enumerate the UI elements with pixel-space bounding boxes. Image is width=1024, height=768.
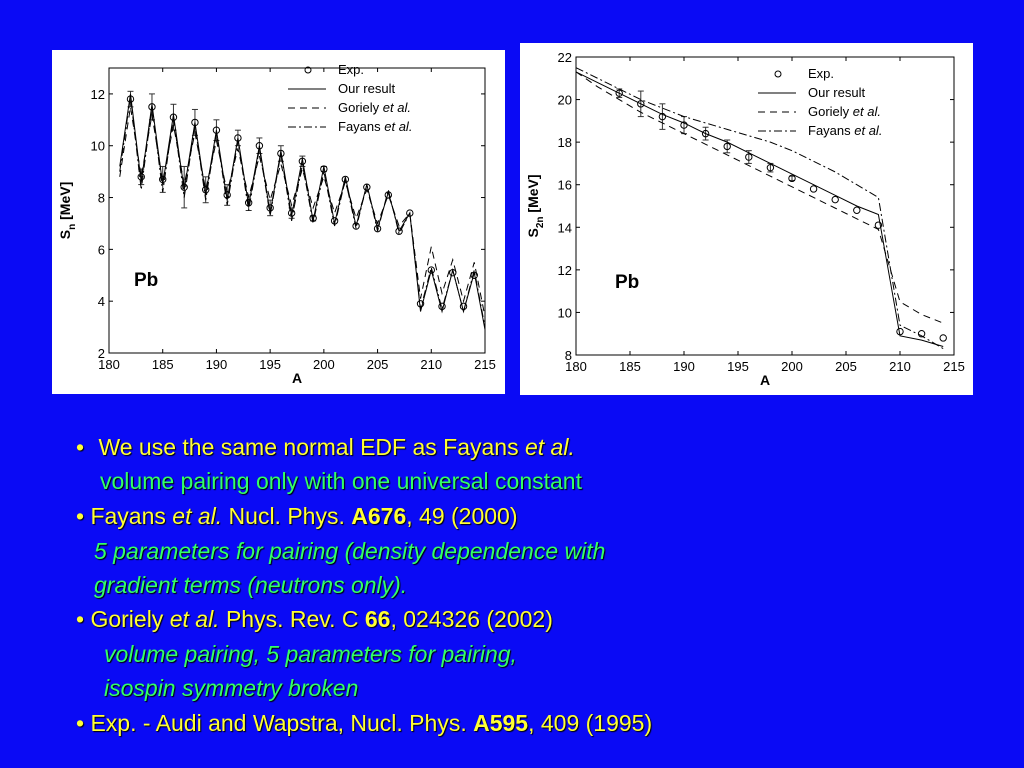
legend-label <box>338 62 364 77</box>
y-tick-label: 22 <box>557 50 572 65</box>
bullet-2-sub-1: 5 parameters for pairing (density dependence with <box>94 538 606 564</box>
legend-label <box>808 104 881 119</box>
exp-data-point <box>832 196 838 202</box>
plot-frame <box>109 68 485 353</box>
bullet-3-mid: Phys. Rev. C <box>219 606 365 632</box>
y-tick-label: 12 <box>557 262 572 278</box>
legend-label-text: Fayans <box>808 123 855 138</box>
bullet-2-mid: Nucl. Phys. <box>222 503 352 529</box>
legend-label-text: Goriely <box>338 100 383 115</box>
bullet-4 <box>76 706 652 740</box>
legend-marker-exp <box>775 71 781 77</box>
x-tick-label: 185 <box>619 359 641 374</box>
x-axis-label: A <box>759 372 771 388</box>
y-tick-label: 14 <box>557 220 572 236</box>
legend-label-text: Our result <box>338 81 396 96</box>
y-axis-label-main: S <box>57 229 73 240</box>
bullet-marker: • <box>76 434 91 460</box>
x-tick-label: 215 <box>474 357 496 372</box>
legend-label-text: Exp. <box>338 62 365 77</box>
bullet-2-italic: et al. <box>172 503 223 529</box>
exp-data-point <box>810 186 816 192</box>
legend-label <box>808 66 834 81</box>
y-axis-label-main: S <box>525 228 541 238</box>
y-axis-label-sub: n <box>67 223 78 230</box>
bullet-3-pre: Goriely <box>90 606 170 632</box>
x-tick-label: 210 <box>420 357 443 372</box>
bullet-2-sub-2: gradient terms (neutrons only). <box>94 572 408 598</box>
legend-label <box>338 119 412 134</box>
legend-label-italic: et al. <box>382 100 411 115</box>
x-tick-label: 195 <box>727 359 749 374</box>
y-tick-label: 4 <box>97 294 105 310</box>
x-axis-label: A <box>291 370 303 386</box>
y-axis-label <box>525 174 546 237</box>
x-tick-label: 205 <box>366 357 389 372</box>
legend-label <box>338 81 395 96</box>
bullet-1-text: We use the same normal EDF as Fayans <box>98 434 525 460</box>
exp-data-point <box>940 335 946 341</box>
bullet-4-post: , 409 (1995) <box>528 710 653 736</box>
y-tick-label: 2 <box>97 346 105 361</box>
y-axis-label-sub: 2n <box>535 216 546 229</box>
y-tick-label: 12 <box>90 86 105 102</box>
x-tick-label: 205 <box>835 359 857 374</box>
s2n-chart <box>520 43 973 395</box>
series-line-our-result <box>120 94 485 330</box>
legend-label-text: Fayans <box>338 119 385 134</box>
x-tick-label: 190 <box>673 359 695 374</box>
bullet-4-pre: Exp. - Audi and Wapstra, Nucl. Phys. <box>90 710 474 736</box>
s2n-chart-panel <box>520 43 973 395</box>
y-tick-label: 10 <box>90 138 105 154</box>
bullet-3-post: , 024326 (2002) <box>390 606 553 632</box>
y-tick-label: 10 <box>557 305 572 321</box>
series-line-goriely <box>120 107 485 317</box>
legend-label-text: Our result <box>808 85 866 100</box>
y-tick-label: 18 <box>557 135 572 151</box>
x-tick-label: 200 <box>781 359 803 374</box>
y-axis-label-unit: [MeV] <box>57 181 73 224</box>
series-line-our-result <box>576 72 943 347</box>
bullet-4-bold: A595 <box>473 710 529 736</box>
bullet-1-italic: et al. <box>524 434 575 460</box>
x-tick-label: 180 <box>565 359 587 374</box>
y-tick-label: 20 <box>557 92 572 108</box>
bullet-3-sub-1: volume pairing, 5 parameters for pairing, <box>104 641 517 667</box>
bullet-3 <box>76 602 553 636</box>
exp-data-point <box>854 207 860 213</box>
sn-chart-panel <box>52 50 505 394</box>
bullet-marker: • <box>76 710 91 736</box>
x-tick-label: 180 <box>98 357 120 372</box>
y-tick-label: 16 <box>557 177 572 193</box>
legend-label <box>808 85 865 100</box>
bullet-marker: • <box>76 503 91 529</box>
y-tick-label: 8 <box>97 190 105 206</box>
pb-annotation: Pb <box>134 270 159 291</box>
legend-label-text: Exp. <box>808 66 835 81</box>
bullet-3-bold: 66 <box>364 606 391 632</box>
bullet-1 <box>76 430 575 464</box>
legend-label <box>338 100 411 115</box>
bullet-1-sub: volume pairing only with one universal constant <box>100 468 582 494</box>
x-tick-label: 215 <box>943 359 965 374</box>
x-tick-label: 200 <box>313 357 335 372</box>
y-axis-label <box>57 182 78 239</box>
legend-label-italic: et al. <box>852 104 881 119</box>
series-line-fayans <box>576 68 943 349</box>
legend-label-italic: et al. <box>854 123 883 138</box>
bullet-2-post: , 49 (2000) <box>406 503 518 529</box>
y-axis-label-unit: [MeV] <box>525 174 541 217</box>
bullet-3-sub-2: isospin symmetry broken <box>104 675 359 701</box>
x-tick-label: 185 <box>151 357 174 372</box>
sn-chart <box>52 50 505 394</box>
bullet-2-pre: Fayans <box>90 503 173 529</box>
bullet-3-italic: et al. <box>169 606 220 632</box>
bullet-2-bold: A676 <box>351 503 407 529</box>
x-tick-label: 210 <box>889 359 911 374</box>
pb-annotation: Pb <box>615 272 640 293</box>
bullet-2 <box>76 499 518 533</box>
y-tick-label: 6 <box>97 242 105 258</box>
bullet-marker: • <box>76 606 91 632</box>
legend-label-text: Goriely <box>808 104 853 119</box>
legend-label <box>808 123 882 138</box>
x-tick-label: 190 <box>205 357 228 372</box>
legend-label-italic: et al. <box>384 119 413 134</box>
x-tick-label: 195 <box>259 357 281 372</box>
y-tick-label: 8 <box>564 348 572 363</box>
